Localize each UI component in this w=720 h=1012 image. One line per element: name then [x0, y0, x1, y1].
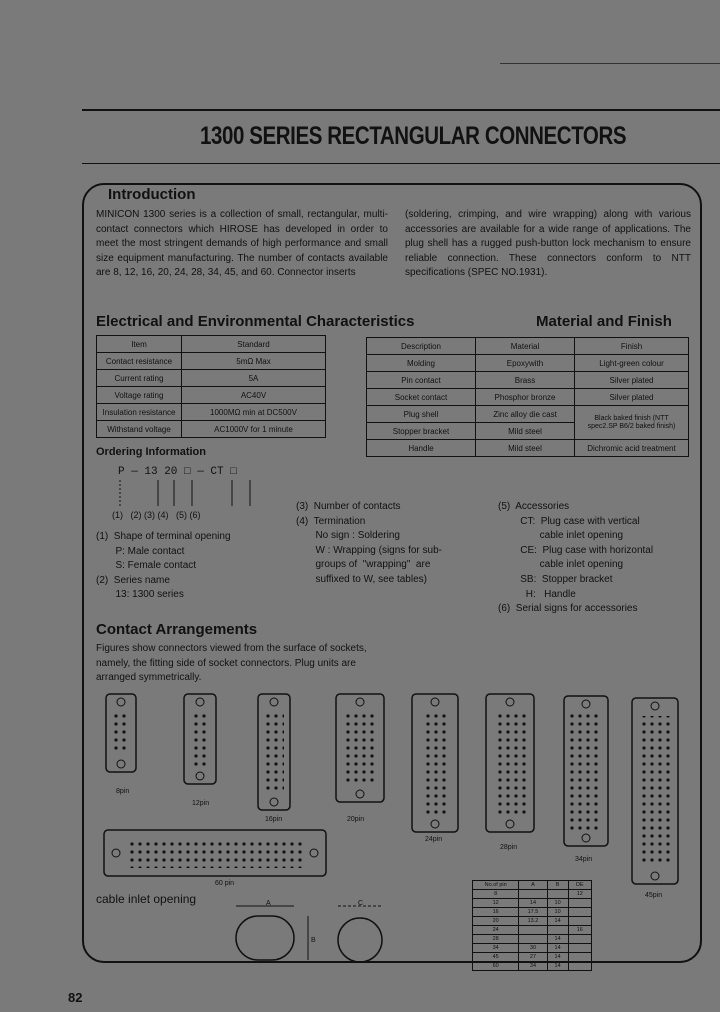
table-cell [547, 926, 568, 935]
table-cell: Epoxywith [476, 355, 575, 372]
table-cell [547, 890, 568, 899]
table-cell: 34 [473, 944, 519, 953]
order-markers: (1) (2) (3) (4) (5) (6) [112, 510, 201, 520]
cable-heading: cable inlet opening [96, 892, 197, 906]
table-cell: 13.2 [519, 917, 547, 926]
table-row [473, 962, 592, 971]
table-header: DE [568, 881, 591, 890]
table-cell: Phosphor bronze [476, 389, 575, 406]
order-col1: (1) Shape of terminal opening P: Male contact S: Female contact (2) Series name 13: 1300 series [96, 531, 231, 601]
order-col3: (5) Accessories CT: Plug case with vertical cable inlet opening CE: Plug case with horizontal cable inlet opening SB: Stopper bracket H: Handle (6) Serial signs for accessories [498, 501, 654, 615]
table-cell [568, 944, 591, 953]
table-row [367, 406, 689, 423]
table-cell: 14 [547, 935, 568, 944]
table-cell: 27 [519, 953, 547, 962]
ordering-heading: Ordering Information [96, 446, 206, 458]
table-header: Item [97, 336, 182, 353]
table-cell: 34 [519, 962, 547, 971]
table-row [97, 336, 326, 353]
table-cell: 10 [547, 908, 568, 917]
table-row [473, 935, 592, 944]
table-row [367, 389, 689, 406]
table-cell: 1000MΩ min at DC500V [182, 404, 326, 421]
table-cell: Brass [476, 372, 575, 389]
top-rule-short [500, 63, 720, 64]
label-8pin: 8pin [116, 788, 130, 795]
label-12pin: 12pin [192, 800, 210, 807]
table-cell: Handle [367, 440, 476, 457]
table-row [97, 353, 326, 370]
table-row [367, 355, 689, 372]
table-row [367, 372, 689, 389]
table-cell: Black baked finish (NTT spec2.SP B6/2 baked finish) [575, 406, 689, 440]
table-row [473, 890, 592, 899]
table-header: Standard [182, 336, 326, 353]
table-cell: AC40V [182, 387, 326, 404]
table-cell: 60 [473, 962, 519, 971]
table-cell [568, 899, 591, 908]
table-cell: Withstand voltage [97, 421, 182, 438]
table-cell [568, 908, 591, 917]
table-cell: 12 [568, 890, 591, 899]
intro-left-text: MINICON 1300 series is a collection of small, rectangular, multi-contact connectors which HIROSE has developed in order to meet the most stringent demands of high performance and small size equipment manufacturing. The number of contacts available are 8, 12, 16, 20, 24, 28, 34, 45, and 60. Connector inserts [96, 209, 388, 279]
table-cell: Current rating [97, 370, 182, 387]
material-heading: Material and Finish [536, 313, 672, 330]
table-cell: 28 [473, 935, 519, 944]
label-24pin: 24pin [425, 836, 443, 843]
electrical-heading: Electrical and Environmental Characteristics [96, 313, 415, 330]
table-cell [519, 890, 547, 899]
table-row [473, 881, 592, 890]
dimension-table [472, 880, 592, 971]
table-header: A [519, 881, 547, 890]
table-row [97, 421, 326, 438]
table-cell: 14 [547, 917, 568, 926]
table-cell: 16 [473, 908, 519, 917]
top-rule [82, 109, 720, 111]
table-cell: Dichromic acid treatment [575, 440, 689, 457]
table-header: B [547, 881, 568, 890]
table-cell [519, 926, 547, 935]
table-row [473, 899, 592, 908]
table-cell: 24 [473, 926, 519, 935]
table-cell: Contact resistance [97, 353, 182, 370]
table-cell: Stopper bracket [367, 423, 476, 440]
table-cell: Voltage rating [97, 387, 182, 404]
connector-drawings [96, 688, 696, 900]
table-cell: 14 [519, 899, 547, 908]
intro-heading: Introduction [108, 186, 196, 203]
table-cell: Mild steel [476, 423, 575, 440]
table-cell: Socket contact [367, 389, 476, 406]
table-cell: 30 [519, 944, 547, 953]
table-row [367, 440, 689, 457]
table-cell: 14 [547, 962, 568, 971]
dim-c: C [358, 900, 364, 907]
table-row [473, 908, 592, 917]
table-cell: 14 [547, 944, 568, 953]
table-cell: Light-green colour [575, 355, 689, 372]
order-code: P — 13 20 □ — CT □ [118, 466, 237, 478]
table-cell: 14 [547, 953, 568, 962]
table-cell: 45 [473, 953, 519, 962]
contact-heading: Contact Arrangements [96, 621, 258, 638]
table-cell: Mild steel [476, 440, 575, 457]
table-row [473, 926, 592, 935]
table-cell: Silver plated [575, 389, 689, 406]
table-header: Finish [575, 338, 689, 355]
dim-a: A [266, 900, 271, 907]
intro-right-text: (soldering, crimping, and wire wrapping) along with various accessories are available for a wide range of applications. The plug shell has a rugged push-button lock mechanism to ensure reliable connection. These connectors conform to NTT specifications (SPEC NO.1931). [405, 209, 691, 279]
table-cell: Molding [367, 355, 476, 372]
title-rule [82, 163, 720, 164]
table-row [473, 953, 592, 962]
table-row [97, 387, 326, 404]
table-cell [568, 935, 591, 944]
table-cell: 17.5 [519, 908, 547, 917]
material-table [366, 337, 689, 457]
table-cell: Pin contact [367, 372, 476, 389]
label-34pin: 34pin [575, 856, 593, 863]
table-cell: 16 [568, 926, 591, 935]
order-code-leaders [110, 478, 270, 510]
table-cell: 5mΩ Max [182, 353, 326, 370]
table-row [473, 917, 592, 926]
table-cell [568, 953, 591, 962]
table-cell [568, 917, 591, 926]
table-cell [519, 935, 547, 944]
label-28pin: 28pin [500, 844, 518, 851]
table-cell: 20 [473, 917, 519, 926]
dim-b: B [311, 937, 316, 944]
table-row [473, 944, 592, 953]
table-header: Description [367, 338, 476, 355]
table-cell: 10 [547, 899, 568, 908]
table-header: No.of pin [473, 881, 519, 890]
label-16pin: 16pin [265, 816, 283, 823]
contact-text: Figures show connectors viewed from the surface of sockets, namely, the fitting side of socket connectors. Plug units are arranged symmetrically. [96, 643, 367, 684]
table-cell: 12 [473, 899, 519, 908]
table-cell: AC1000V for 1 minute [182, 421, 326, 438]
label-60pin: 60 pin [215, 880, 235, 887]
label-20pin: 20pin [347, 816, 365, 823]
table-cell: Zinc alloy die cast [476, 406, 575, 423]
table-cell [568, 962, 591, 971]
table-cell: 8 [473, 890, 519, 899]
table-cell: Plug shell [367, 406, 476, 423]
table-row [367, 338, 689, 355]
table-header: Material [476, 338, 575, 355]
table-cell: Silver plated [575, 372, 689, 389]
table-row [97, 404, 326, 421]
order-col2: (3) Number of contacts (4) Termination No sign : Soldering W : Wrapping (signs for sub- groups of "wrapping" are suffixed to W, see tables) [296, 501, 442, 585]
table-cell: Insulation resistance [97, 404, 182, 421]
electrical-table [96, 335, 326, 438]
page-number: 82 [68, 990, 83, 1005]
table-row [97, 370, 326, 387]
page-title: 1300 SERIES RECTANGULAR CONNECTORS [200, 122, 627, 150]
table-cell: 5A [182, 370, 326, 387]
label-45pin: 45pin [645, 892, 663, 899]
